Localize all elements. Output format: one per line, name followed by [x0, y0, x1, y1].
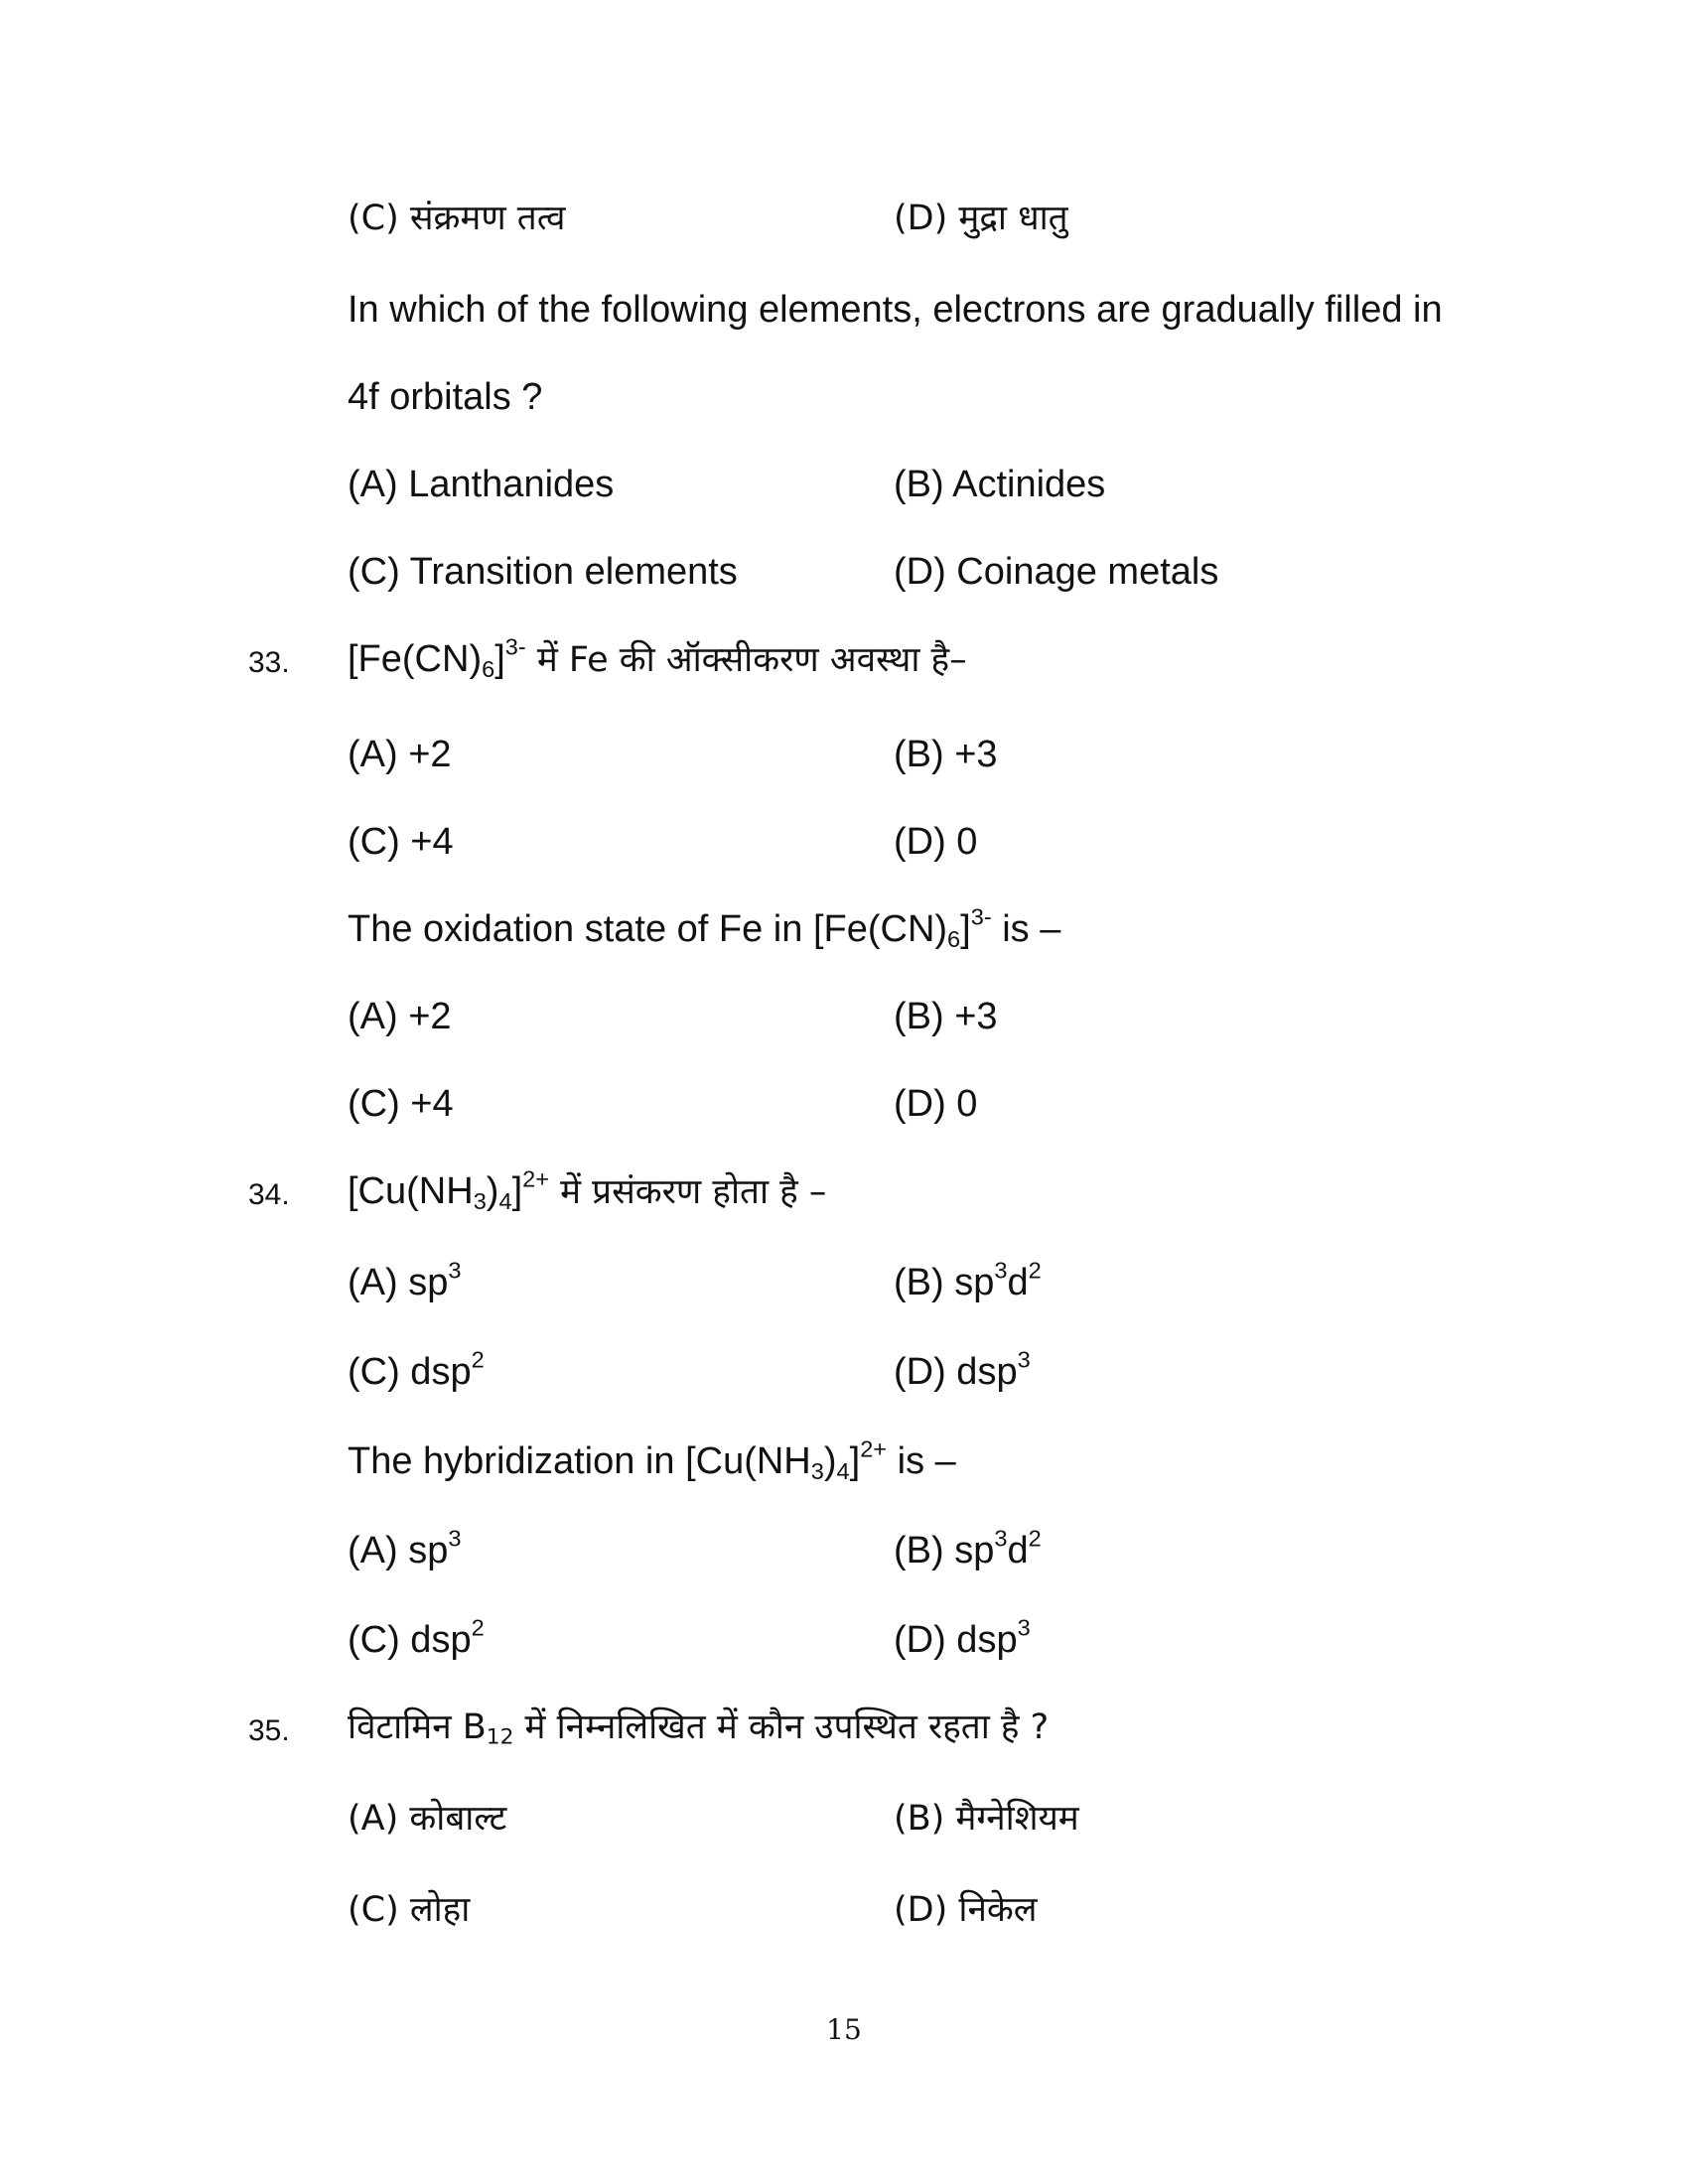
q35-option-b: (B) मैग्नेशियम [894, 1799, 1079, 1839]
q33-question-hi-text: में Fe की ऑक्सीकरण अवस्था है– [525, 640, 967, 680]
q33-formula-prefix: [Fe(CN) [348, 638, 483, 680]
q34-option-d-hi: (D) dsp$^3$ [894, 1346, 1031, 1393]
q34-formula-p2: ) [486, 1170, 499, 1212]
q34-formula-sub1: 3 [473, 1187, 487, 1214]
q34-option-a-en: (A) $sp^3$ [348, 1525, 462, 1571]
q35-question-before: विटामिन B [348, 1707, 487, 1747]
q35-question-sub: 12 [486, 1724, 514, 1750]
q33-option-a-hi: (A) +2 [348, 734, 452, 775]
question-number-35: 35. [248, 1714, 290, 1747]
q33-en-formula-sup: 3- [970, 903, 992, 930]
q33-formula-sub: 6 [482, 655, 495, 682]
q33-option-d-hi: (D) 0 [894, 821, 978, 863]
q33-option-b-hi: (B) +3 [894, 734, 998, 775]
q34-option-b-hi: (B) $sp^3d^2$ [894, 1257, 1042, 1303]
q33-option-c-hi: (C) +4 [348, 821, 454, 863]
q33-en-formula-close: ] [960, 908, 971, 950]
q34-formula-p3: ] [511, 1170, 523, 1212]
q33-en-formula-prefix: [Fe(CN) [812, 908, 948, 950]
q34-question-hi [348, 1167, 826, 1216]
q34-formula-p1: [Cu(NH [348, 1170, 474, 1212]
q35-option-a: (A) कोबाल्ट [348, 1799, 507, 1839]
q33-question-en [348, 905, 1060, 953]
q35-option-c: (C) लोहा [348, 1890, 471, 1930]
q34-option-d-en: (D) dsp$^3$ [894, 1614, 1031, 1661]
q34-option-a-hi: (A) $sp^3$ [348, 1257, 462, 1303]
q35-option-d: (D) निकेल [894, 1890, 1038, 1930]
q32-question-en-line1: In which of the following elements, electrons are gradually filled in [348, 289, 1443, 331]
q34-question-en-after: is – [887, 1440, 956, 1482]
q33-question-hi [348, 635, 967, 684]
q32-option-d-en: (D) Coinage metals [894, 551, 1219, 593]
q34-formula-sub2: 4 [498, 1187, 512, 1214]
q32-option-c-hi: (C) संक्रमण तत्व [348, 199, 566, 238]
q34-question-en: The hybridization in $[Cu(NH_3)_4]^{2+}$ is – [348, 1435, 956, 1484]
q34-option-c-en: (C) dsp$^2$ [348, 1614, 485, 1661]
q32-option-b-en: (B) Actinides [894, 464, 1106, 505]
page-number: 15 [826, 2013, 862, 2046]
q33-formula-sup: 3- [504, 633, 526, 660]
q32-option-c-en: (C) Transition elements [348, 551, 738, 593]
question-number-33: 33. [248, 646, 290, 679]
q34-option-c-hi: (C) dsp$^2$ [348, 1346, 485, 1393]
q32-option-d-hi: (D) मुद्रा धातु [894, 199, 1068, 238]
q33-option-c-en: (C) +4 [348, 1083, 454, 1125]
q32-question-en-line2: 4f orbitals ? [348, 376, 543, 418]
q35-question-hi [348, 1704, 1049, 1751]
q34-question-hi-text: में प्रसंकरण होता है – [548, 1172, 827, 1212]
q34-question-en-before: The hybridization in [348, 1440, 686, 1482]
q33-option-a-en: (A) +2 [348, 996, 452, 1037]
q34-option-b-en: (B) $sp^3d^2$ [894, 1525, 1042, 1571]
q33-question-en-before: The oxidation state of Fe in [348, 908, 813, 950]
q34-formula-sup: 2+ [522, 1165, 549, 1192]
q33-en-formula-sub: 6 [947, 925, 961, 952]
question-number-34: 34. [248, 1178, 290, 1211]
q32-option-a-en: (A) Lanthanides [348, 464, 615, 505]
q35-question-after: में निम्नलिखित में कौन उपस्थित रहता है ? [513, 1707, 1050, 1747]
q33-option-d-en: (D) 0 [894, 1083, 978, 1125]
q33-option-b-en: (B) +3 [894, 996, 998, 1037]
q33-formula-close: ] [494, 638, 505, 680]
q33-question-en-after: is – [991, 908, 1061, 950]
